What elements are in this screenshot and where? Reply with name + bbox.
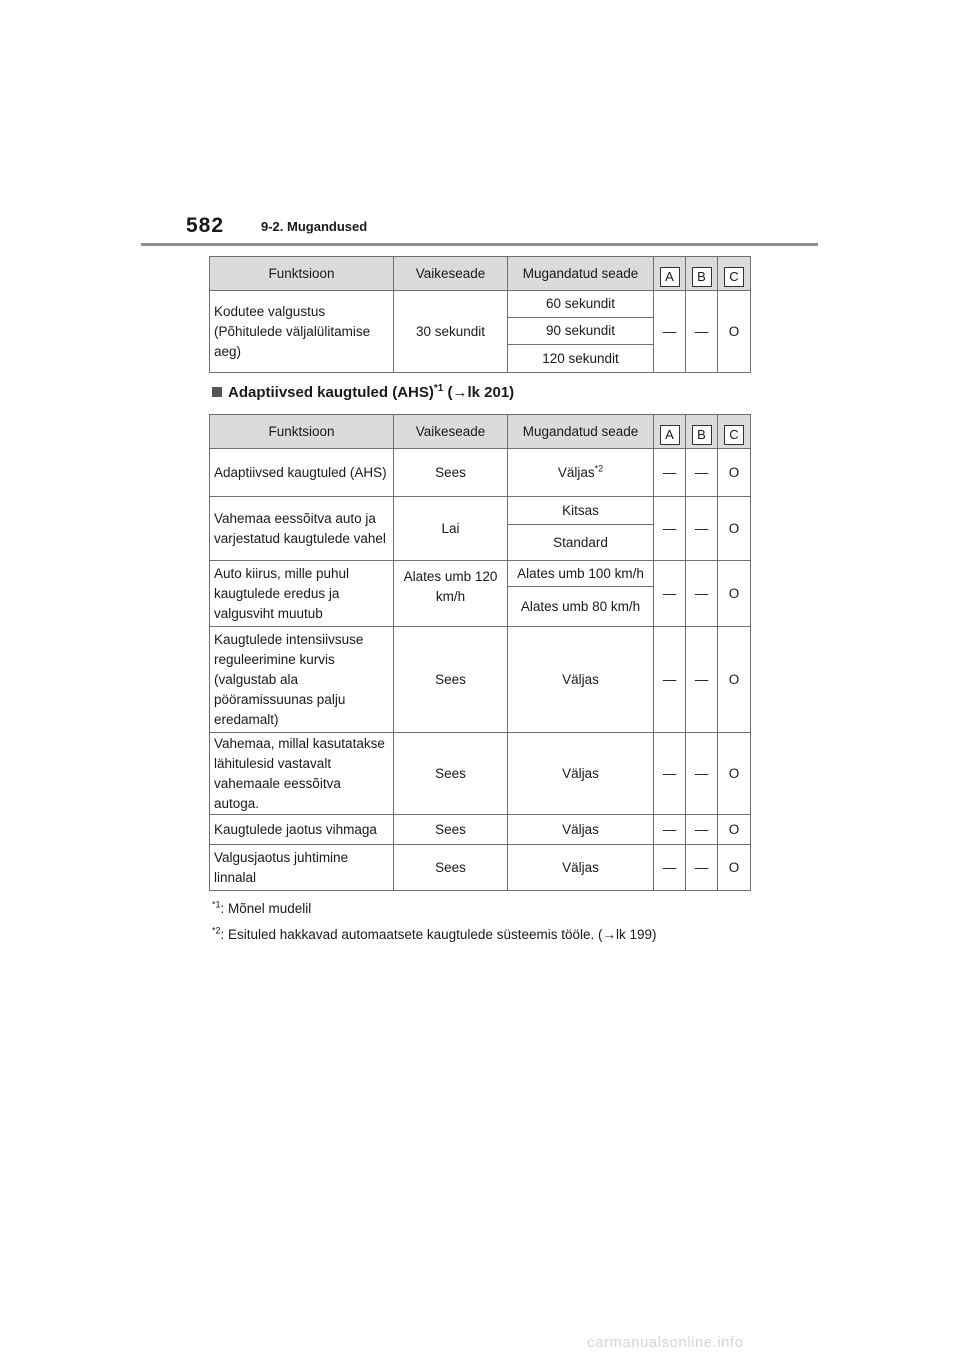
ahs-heading bbox=[212, 384, 514, 401]
table-row bbox=[210, 561, 751, 587]
b-cell: — bbox=[686, 733, 718, 815]
a-cell: — bbox=[654, 845, 686, 891]
custom-cell: Alates umb 80 km/h bbox=[508, 587, 654, 627]
footnote-2-mark: *2 bbox=[212, 925, 221, 936]
c-cell: O bbox=[718, 497, 751, 561]
header-custom: Mugandatud seade bbox=[508, 415, 654, 449]
b-cell: — bbox=[686, 845, 718, 891]
c-cell: O bbox=[718, 627, 751, 733]
header-c-box: C bbox=[724, 267, 744, 287]
a-cell: — bbox=[654, 449, 686, 497]
c-cell: O bbox=[718, 815, 751, 845]
table-row bbox=[210, 733, 751, 815]
function-cell: Kodutee valgustus (Põhitulede väljalülitamise aeg) bbox=[210, 291, 394, 373]
table-header-row bbox=[210, 415, 751, 449]
function-cell: Valgusjaotus juhtimine linnalal bbox=[210, 845, 394, 891]
home-lighting-table bbox=[209, 256, 751, 373]
header-b-box: B bbox=[692, 425, 712, 445]
table-row bbox=[210, 627, 751, 733]
footnote-1-mark: *1 bbox=[212, 899, 221, 910]
custom-cell bbox=[508, 449, 654, 497]
custom-cell: 120 sekundit bbox=[508, 345, 654, 373]
default-cell: Sees bbox=[394, 733, 508, 815]
custom-cell: Standard bbox=[508, 525, 654, 561]
custom-cell: Väljas bbox=[508, 733, 654, 815]
function-cell: Kaugtulede intensiivsuse reguleerimine kurvis (valgustab ala pööramissuunas palju eredamalt) bbox=[210, 627, 394, 733]
function-cell: Adaptiivsed kaugtuled (AHS) bbox=[210, 449, 394, 497]
header-c-box: C bbox=[724, 425, 744, 445]
custom-cell: Väljas bbox=[508, 627, 654, 733]
custom-cell: Väljas bbox=[508, 815, 654, 845]
table-row bbox=[210, 291, 751, 318]
ahs-heading-sup: *1 bbox=[433, 383, 444, 394]
table-row bbox=[210, 815, 751, 845]
b-cell: — bbox=[686, 449, 718, 497]
c-cell: O bbox=[718, 845, 751, 891]
c-cell: O bbox=[718, 561, 751, 627]
b-cell: — bbox=[686, 561, 718, 627]
footnote-1-text: : Mõnel mudelil bbox=[220, 901, 312, 916]
footnote-ref: *2 bbox=[594, 463, 604, 473]
b-cell: — bbox=[686, 291, 718, 373]
page-number: 582 bbox=[186, 214, 225, 237]
function-cell: Kaugtulede jaotus vihmaga bbox=[210, 815, 394, 845]
header-function: Funktsioon bbox=[210, 257, 394, 291]
square-bullet-icon bbox=[212, 387, 222, 397]
c-cell: O bbox=[718, 291, 751, 373]
default-cell: Lai bbox=[394, 497, 508, 561]
custom-cell: Kitsas bbox=[508, 497, 654, 525]
c-cell: O bbox=[718, 449, 751, 497]
watermark: carmanualsonline.info bbox=[587, 1334, 744, 1351]
default-cell: Sees bbox=[394, 845, 508, 891]
b-cell: — bbox=[686, 497, 718, 561]
table-header-row bbox=[210, 257, 751, 291]
default-cell: 30 sekundit bbox=[394, 291, 508, 373]
c-cell: O bbox=[718, 733, 751, 815]
b-cell: — bbox=[686, 815, 718, 845]
header-a-box: A bbox=[660, 425, 680, 445]
a-cell: — bbox=[654, 561, 686, 627]
b-cell: — bbox=[686, 627, 718, 733]
function-cell: Auto kiirus, mille puhul kaugtulede eredus ja valgusviht muutub bbox=[210, 561, 394, 627]
ahs-heading-title: Adaptiivsed kaugtuled (AHS) bbox=[228, 384, 434, 401]
custom-cell: Alates umb 100 km/h bbox=[508, 561, 654, 587]
a-cell: — bbox=[654, 627, 686, 733]
default-cell: Alates umb 120 km/h bbox=[394, 561, 508, 627]
table-row bbox=[210, 497, 751, 525]
ahs-table bbox=[209, 414, 751, 891]
a-cell: — bbox=[654, 291, 686, 373]
table-row bbox=[210, 449, 751, 497]
a-cell: — bbox=[654, 815, 686, 845]
table-row bbox=[210, 845, 751, 891]
function-cell: Vahemaa eessõitva auto ja varjestatud kaugtulede vahel bbox=[210, 497, 394, 561]
header-rule bbox=[141, 243, 818, 246]
header-default: Vaikeseade bbox=[394, 415, 508, 449]
custom-cell: Väljas bbox=[508, 845, 654, 891]
ahs-heading-ref: (→lk 201) bbox=[443, 384, 515, 401]
header-function: Funktsioon bbox=[210, 415, 394, 449]
default-cell: Sees bbox=[394, 449, 508, 497]
header-custom: Mugandatud seade bbox=[508, 257, 654, 291]
section-title: 9-2. Mugandused bbox=[261, 219, 368, 234]
default-cell: Sees bbox=[394, 815, 508, 845]
a-cell: — bbox=[654, 733, 686, 815]
custom-cell: 90 sekundit bbox=[508, 318, 654, 345]
header-a-box: A bbox=[660, 267, 680, 287]
a-cell: — bbox=[654, 497, 686, 561]
footnote-2-text: : Esituled hakkavad automaatsete kaugtulede süsteemis tööle. (→lk 199) bbox=[220, 927, 657, 942]
header-default: Vaikeseade bbox=[394, 257, 508, 291]
footnote-1 bbox=[212, 901, 311, 916]
custom-cell: 60 sekundit bbox=[508, 291, 654, 318]
function-cell: Vahemaa, millal kasutatakse lähitulesid vastavalt vahemaale eessõitva autoga. bbox=[210, 733, 394, 815]
default-cell: Sees bbox=[394, 627, 508, 733]
footnote-2 bbox=[212, 927, 657, 942]
custom-value: Väljas bbox=[557, 464, 595, 480]
header-b-box: B bbox=[692, 267, 712, 287]
